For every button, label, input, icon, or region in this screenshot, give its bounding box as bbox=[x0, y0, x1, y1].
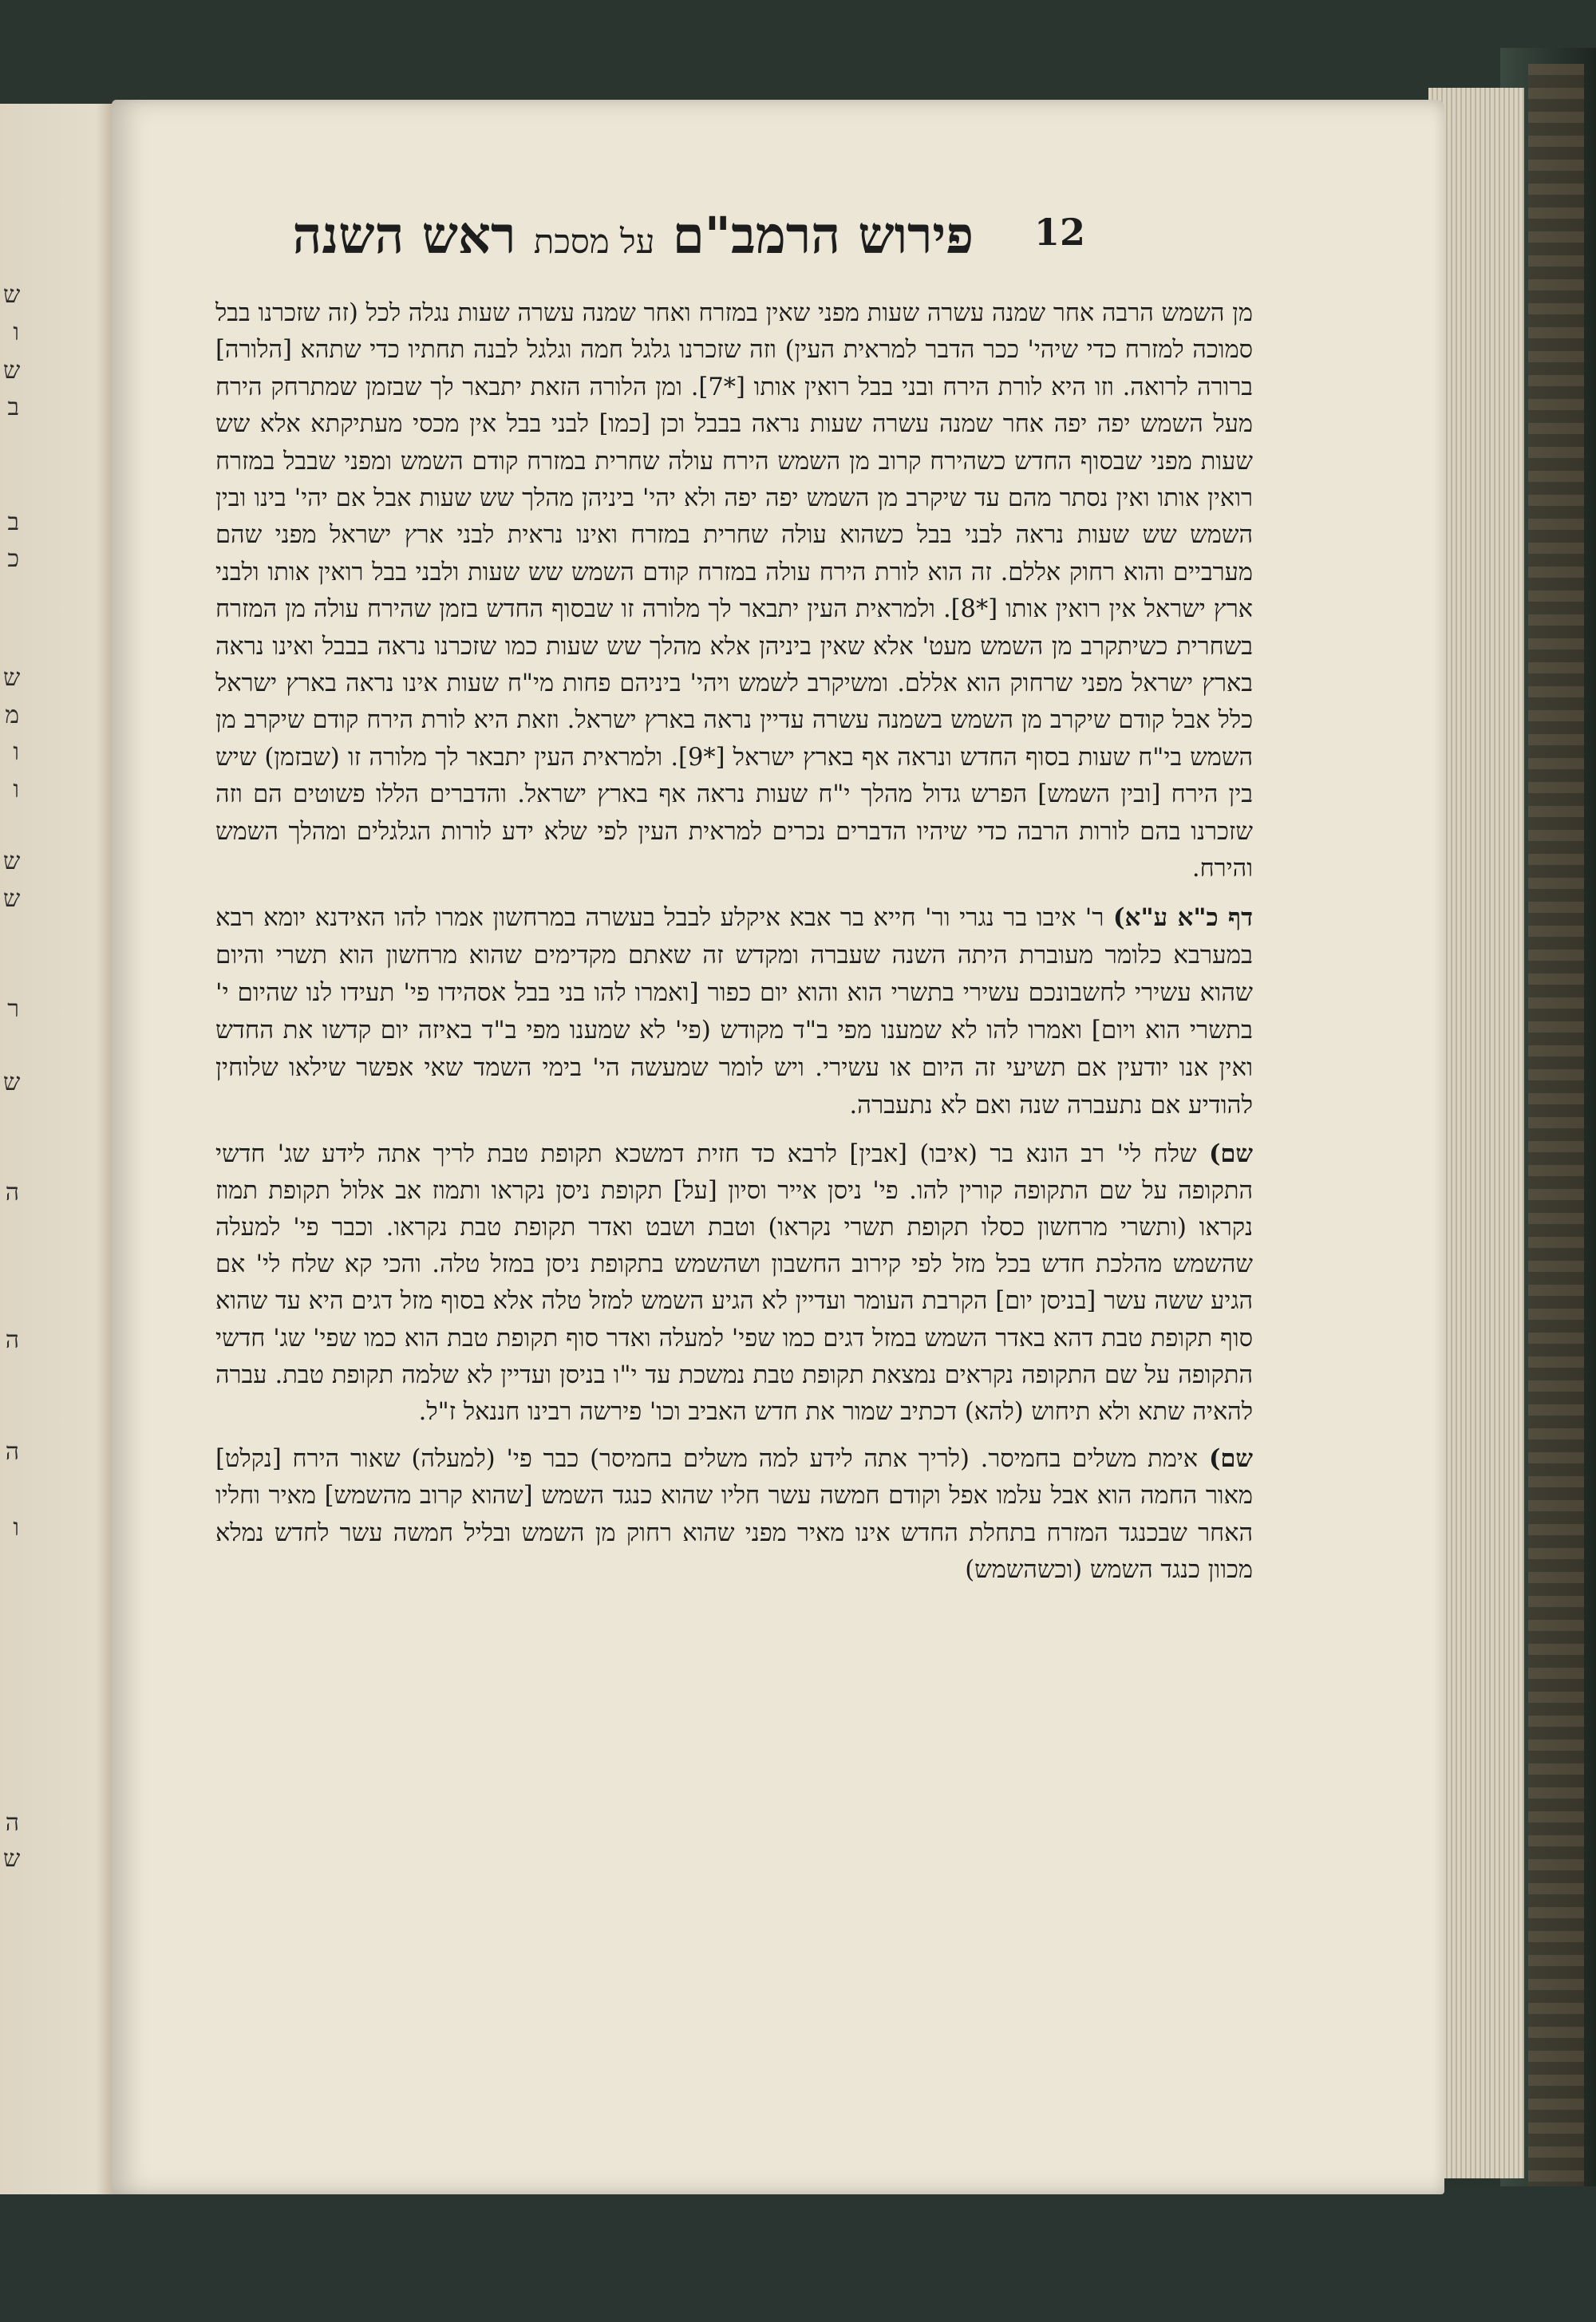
paragraph-text: ר' איבו בר נגרי ור' חייא בר אבא איקלע לבבל בעשרה במרחשון אמרו להו האידנא יומא רבא במערבא כלומר מעוברת היתה השנה שעברה ומקדש זה שאתם מקדימים שהוא מרחשון הוא תשרי והיום שהוא עשירי לחשבונכם עשירי בתשרי הוא והוא יום כפור [ואמרו להו בני בבל אסהידו פי' תעידו לנו שהיום י' בתשרי הוא ויום] ואמרו להו לא שמענו מפי ב"ד מקודש (פי' לא שמענו מפי ב"ד באיזה יום קדשו את החדש ואין אנו יודעין אם תשיעי זה היום או עשירי. ויש לומר שמעשה הי' בימי השמד שאי אפשר שילאו שלוחין להודיע אם נתעברה שנה ואם לא נתעברה. bbox=[215, 902, 1253, 1120]
title-connector: על מסכת bbox=[533, 222, 655, 261]
book-cover-bottom bbox=[0, 2186, 1596, 2322]
left-page-fragment: ש bbox=[3, 357, 21, 385]
left-page-fragment: ש bbox=[3, 847, 21, 875]
citation-reference: דף כ"א ע"א) bbox=[1112, 902, 1253, 932]
left-page-fragment: ה bbox=[5, 1438, 19, 1466]
left-page-fragment: ש bbox=[3, 1845, 21, 1873]
page-number: 12 bbox=[1033, 211, 1085, 254]
left-page-fragment: ש bbox=[3, 885, 21, 913]
left-page-fragment: מ bbox=[5, 701, 19, 729]
left-page-fragment: ו bbox=[13, 318, 19, 346]
citation-reference: שם) bbox=[1208, 1444, 1253, 1474]
left-page-fragment: ה bbox=[5, 1809, 19, 1837]
paragraph-tekufat-tevet bbox=[215, 1135, 1253, 1432]
running-title bbox=[293, 206, 974, 266]
paragraph-moon-visibility: מן השמש הרבה אחר שמנה עשרה שעות מפני שאין במזרח ואחר שמנה עשרה שעות נגלה לכל (זה שזכרנו בבל סמוכה למזרח כדי שיהי' ככר הדבר למראית העין) וזה שזכרנו גלגל חמה וגלגל לבנה תחתיו כדי שתהא [הלורה] ברורה לרואה. וזו היא לורת הירח ובני בבל רואין אותו [*7]. ומן הלורה הזאת יתבאר לך שבזמן שמתרחק הירח מעל השמש יפה יפה אחר שמנה עשרה שעות נראה בבבל וכן [כמו] לבני בבל אין מכסי מעתיקתא אלא שש שעות מפני שבסוף החדש כשהירח קרוב מן השמש הירח עולה שחרית במזרח קודם השמש ומפני שבבל במזרח רואין אותו ואין נסתר מהם עד שיקרב מן השמש יפה יפה ולא יהי' ביניהן מהלך שש שעות אבל אם יהי' בינו ובין השמש שש שעות נראה לבני בבל כשהוא עולה שחרית במזרח ואינו נראית לבני ארץ ישראל מפני שהם מערביים והוא רחוק אללם. זה הוא לורת הירח עולה במזרח קודם השמש שש שעות ולבני בבל רואין אותו ולבני ארץ ישראל אין רואין אותו [*8]. ולמראית העין יתבאר לך מלורה זו שבסוף החדש בזמן שהירח עולה מן המזרח בשחרית כשיתקרב מן השמש מעט' אלא שאין ביניהן אלא מהלך שש שעות כמו שזכרנו נראה בבבל ואינו נראה בארץ ישראל מפני שרחוק הוא אללם. ומשיקרב לשמש ויהי' ביניהם פחות מי"ח שעות אינו נראה בארץ ישראל כלל אבל קודם שיקרב מן השמש בשמנה עשרה עדיין נראה בארץ ישראל. וזאת היא לורת הירח קודם שיקרב מן השמש בי"ח שעות בסוף החדש ונראה אף בארץ ישראל [*9]. ולמראית העין יתבאר לך מלורה זו (שבזמן) שיש בין הירח [ובין השמש] הפרש גדול מהלך י"ח שעות נראה אף בארץ ישראל. והדברים הללו פשוטים הם וזה שזכרנו בהם לורות הרבה כדי שיהיו הדברים נכרים למראית העין לפי שלא ידע לורות הגלגלים ומהלך השמש והירח. bbox=[215, 299, 1253, 883]
left-page-fragment: כ bbox=[7, 545, 19, 573]
left-page-fragment: ב bbox=[7, 508, 19, 536]
paragraph-text: אימת משלים בחמיסר. (לריך אתה לידע למה משלים בחמיסר) כבר פי' (למעלה) שאור הירח [נקלט] מאור החמה הוא אבל עלמו אפל וקודם חמשה עשר חליו שהוא כנגד השמש [שהוא קרוב מהשמש] מאיר וחליו האחר שבכנגד המזרח בתחלת החדש אינו מאיר מפני שהוא רחוק מן השמש ובליל חמשה עשר לחדש נמלא מכוון כנגד השמש (וכשהשמש) bbox=[215, 1445, 1253, 1584]
paragraph-text: שלח לי' רב הונא בר (איבו) [אבין] לרבא כד חזית דמשכא תקופת טבת לריך אתה לידע שג' חדשי התקופה על שם התקופה קורין להו. פי' ניסן אייר וסיון [על] תקופת ניסן נקראו ותמוז אב אלול תקופת תמוז נקראו (ותשרי מרחשון כסלו תקופת תשרי נקראו) וטבת ושבט ואדר תקופת טבת נקראו. וכבר פי' למעלה שהשמש מהלכת חדש בכל מזל לפי קירוב החשבון ושהשמש בתקופת ניסן במזל טלה. והכי קא שלח לי' אם הגיע ששה עשר [בניסן יום] הקרבת העומר ועדיין לא הגיע השמש למזל טלה אלא בסוף מזל דגים היא עד שהוא סוף תקופת טבת דהא באדר השמש במזל דגים כמו שפי' למעלה ואדר סוף תקופת טבת הוא כמו שפי' שג' חדשי התקופה על שם התקופה נקראים נמצאת תקופת טבת נמשכת עד י"ו בניסן ועדיין לא שלמה תקופת טבת. עברה להאיה שתא ולא תיחוש (להא) דכתיב שמור את חדש האביב וכו' פירשה רבינו חננאל ז"ל. bbox=[215, 1139, 1253, 1426]
left-page-fragment: ה bbox=[5, 1179, 19, 1206]
left-page-fragment: ב bbox=[7, 393, 19, 421]
left-page-fragment: ש bbox=[3, 1068, 21, 1096]
left-page-fragment: ש bbox=[3, 664, 21, 692]
paragraph-daf-21a bbox=[215, 899, 1253, 1124]
page-header bbox=[292, 206, 1085, 278]
left-page-fragment: ש bbox=[3, 281, 21, 309]
title-tractate: ראש השנה bbox=[292, 206, 516, 266]
left-page-fragment: ו bbox=[13, 738, 19, 766]
commentary-body bbox=[215, 295, 1253, 1589]
left-page bbox=[0, 104, 120, 2194]
left-page-fragment: ה bbox=[5, 1326, 19, 1354]
title-commentary: פירוש הרמב"ם bbox=[672, 206, 974, 266]
left-page-fragment: ר bbox=[7, 995, 19, 1023]
left-page-fragment: ו bbox=[13, 1514, 19, 1542]
paragraph-full-moon bbox=[215, 1440, 1253, 1589]
torn-cover-edge bbox=[1528, 64, 1584, 2186]
citation-reference: שם) bbox=[1208, 1139, 1253, 1168]
left-page-fragment: ו bbox=[13, 776, 19, 804]
